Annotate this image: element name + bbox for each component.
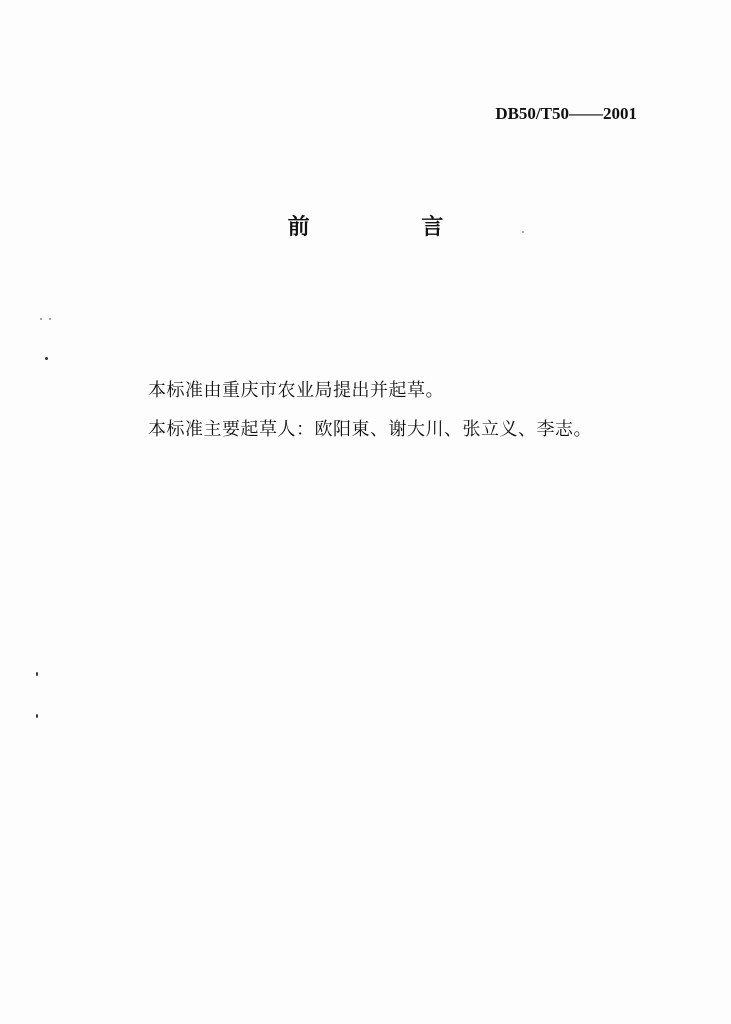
scan-speck: [40, 318, 42, 320]
paragraph-proposer: 本标准由重庆市农业局提出并起草。: [148, 380, 444, 401]
body-text: [148, 378, 668, 456]
scan-speck: [45, 357, 48, 360]
scan-speck: [36, 672, 38, 676]
scan-speck: [36, 714, 38, 718]
page-heading: 前 言: [287, 214, 496, 240]
paragraph-drafters: 本标准主要起草人：欧阳東、谢大川、张立义、李志。: [148, 419, 592, 440]
scan-speck: [49, 318, 51, 320]
scan-speck: [522, 231, 524, 233]
standard-code: DB50/T50——2001: [495, 104, 637, 123]
